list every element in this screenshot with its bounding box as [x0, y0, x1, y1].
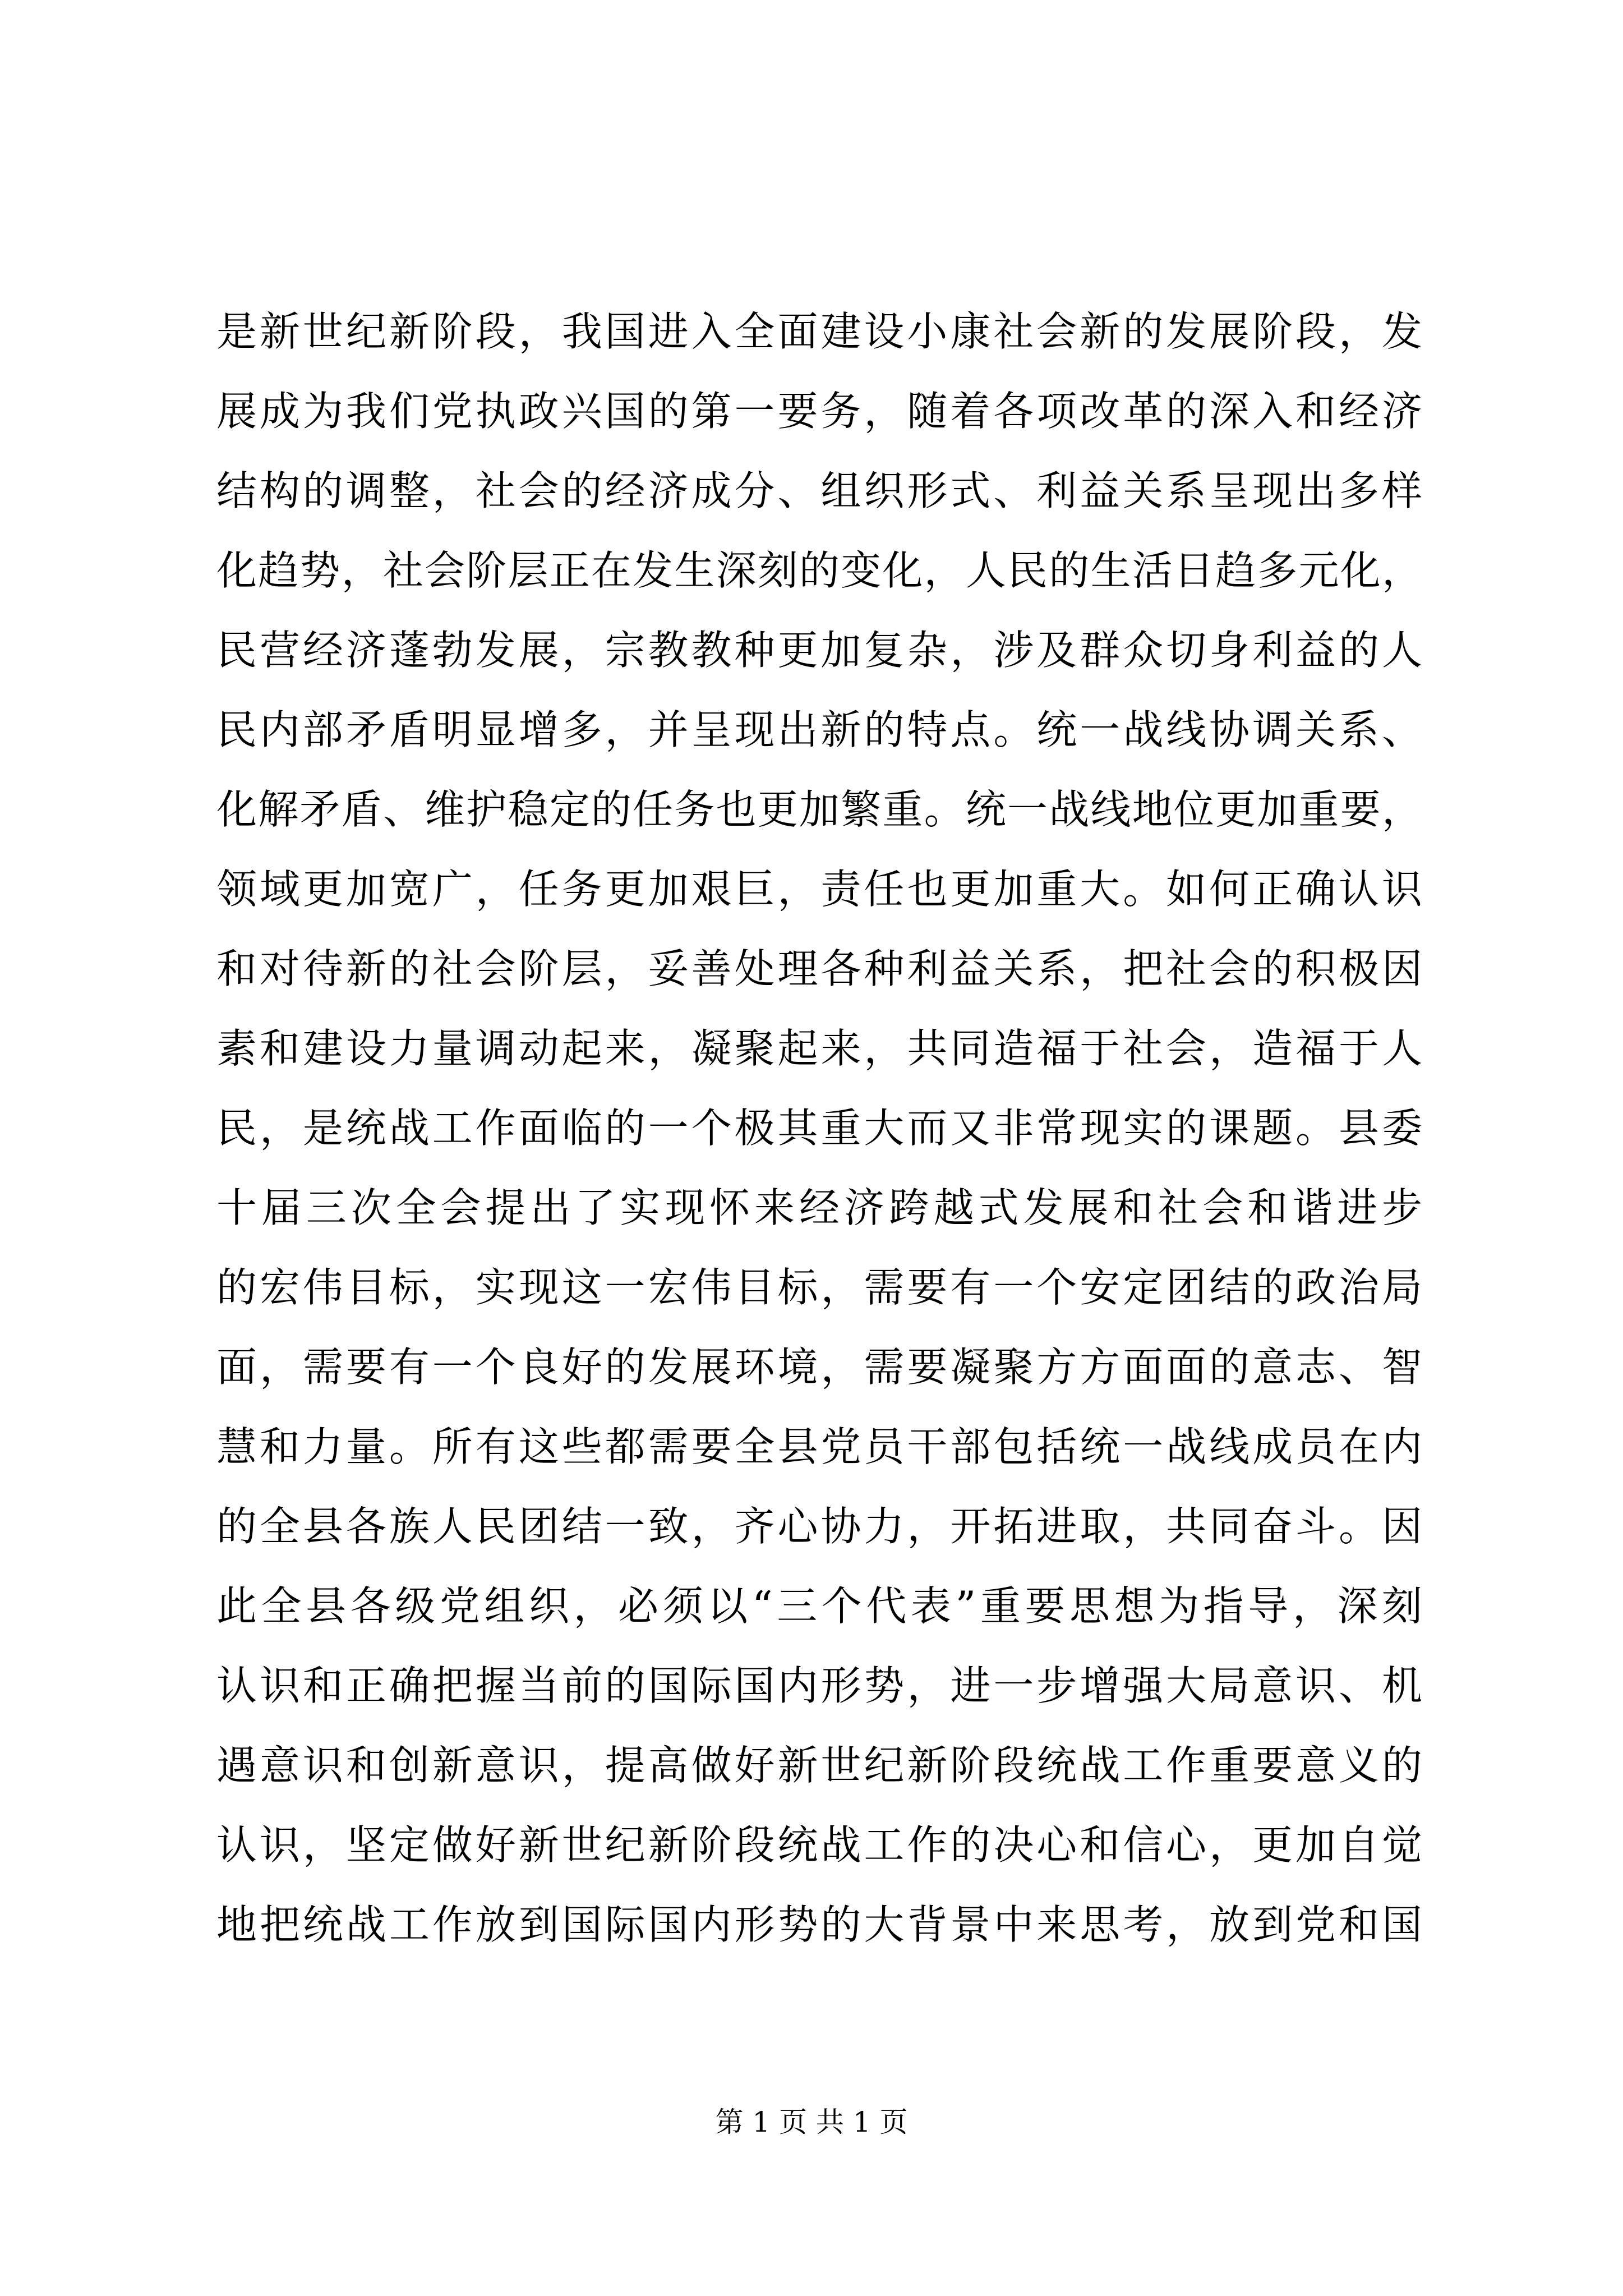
text-line: 结构的调整，社会的经济成分、组织形式、利益关系呈现出多样 — [216, 467, 1422, 514]
text-line: 民，是统战工作面临的一个极其重大而又非常现实的课题。县委 — [216, 1105, 1422, 1152]
text-line: 遇意识和创新意识，提高做好新世纪新阶段统战工作重要意义的 — [216, 1742, 1422, 1789]
text-line: 慧和力量。所有这些都需要全县党员干部包括统一战线成员在内 — [216, 1423, 1422, 1470]
text-line: 认识和正确把握当前的国际国内形势，进一步增强大局意识、机 — [216, 1662, 1422, 1709]
text-line: 的宏伟目标，实现这一宏伟目标，需要有一个安定团结的政治局 — [216, 1264, 1422, 1311]
text-line: 展成为我们党执政兴国的第一要务，随着各项改革的深入和经济 — [216, 388, 1422, 435]
text-line: 化解矛盾、维护稳定的任务也更加繁重。统一战线地位更加重要， — [216, 786, 1422, 833]
text-line: 领域更加宽广，任务更加艰巨，责任也更加重大。如何正确认识 — [216, 866, 1422, 913]
text-line: 十届三次全会提出了实现怀来经济跨越式发展和社会和谐进步 — [216, 1184, 1422, 1231]
text-line: 素和建设力量调动起来，凝聚起来，共同造福于社会，造福于人 — [216, 1025, 1422, 1072]
text-line: 民内部矛盾明显增多，并呈现出新的特点。统一战线协调关系、 — [216, 706, 1422, 753]
text-line: 的全县各族人民团结一致，齐心协力，开拓进取，共同奋斗。因 — [216, 1503, 1422, 1550]
text-line: 地把统战工作放到国际国内形势的大背景中来思考，放到党和国 — [216, 1901, 1422, 1948]
text-line: 认识，坚定做好新世纪新阶段统战工作的决心和信心，更加自觉 — [216, 1821, 1422, 1869]
text-line: 和对待新的社会阶层，妥善处理各种利益关系，把社会的积极因 — [216, 945, 1422, 992]
body-paragraph — [216, 292, 1422, 1964]
text-line: 是新世纪新阶段，我国进入全面建设小康社会新的发展阶段，发 — [216, 308, 1422, 355]
page-footer — [0, 2102, 1623, 2142]
text-line: 化趋势，社会阶层正在发生深刻的变化，人民的生活日趋多元化， — [216, 547, 1422, 594]
text-line: 面，需要有一个良好的发展环境，需要凝聚方方面面的意志、智 — [216, 1343, 1422, 1391]
text-line: 民营经济蓬勃发展，宗教教种更加复杂，涉及群众切身利益的人 — [216, 627, 1422, 674]
page-number-label: 第 1 页 共 1 页 — [715, 2106, 908, 2138]
text-line: 此全县各级党组织，必须以“三个代表”重要思想为指导，深刻 — [216, 1582, 1422, 1630]
